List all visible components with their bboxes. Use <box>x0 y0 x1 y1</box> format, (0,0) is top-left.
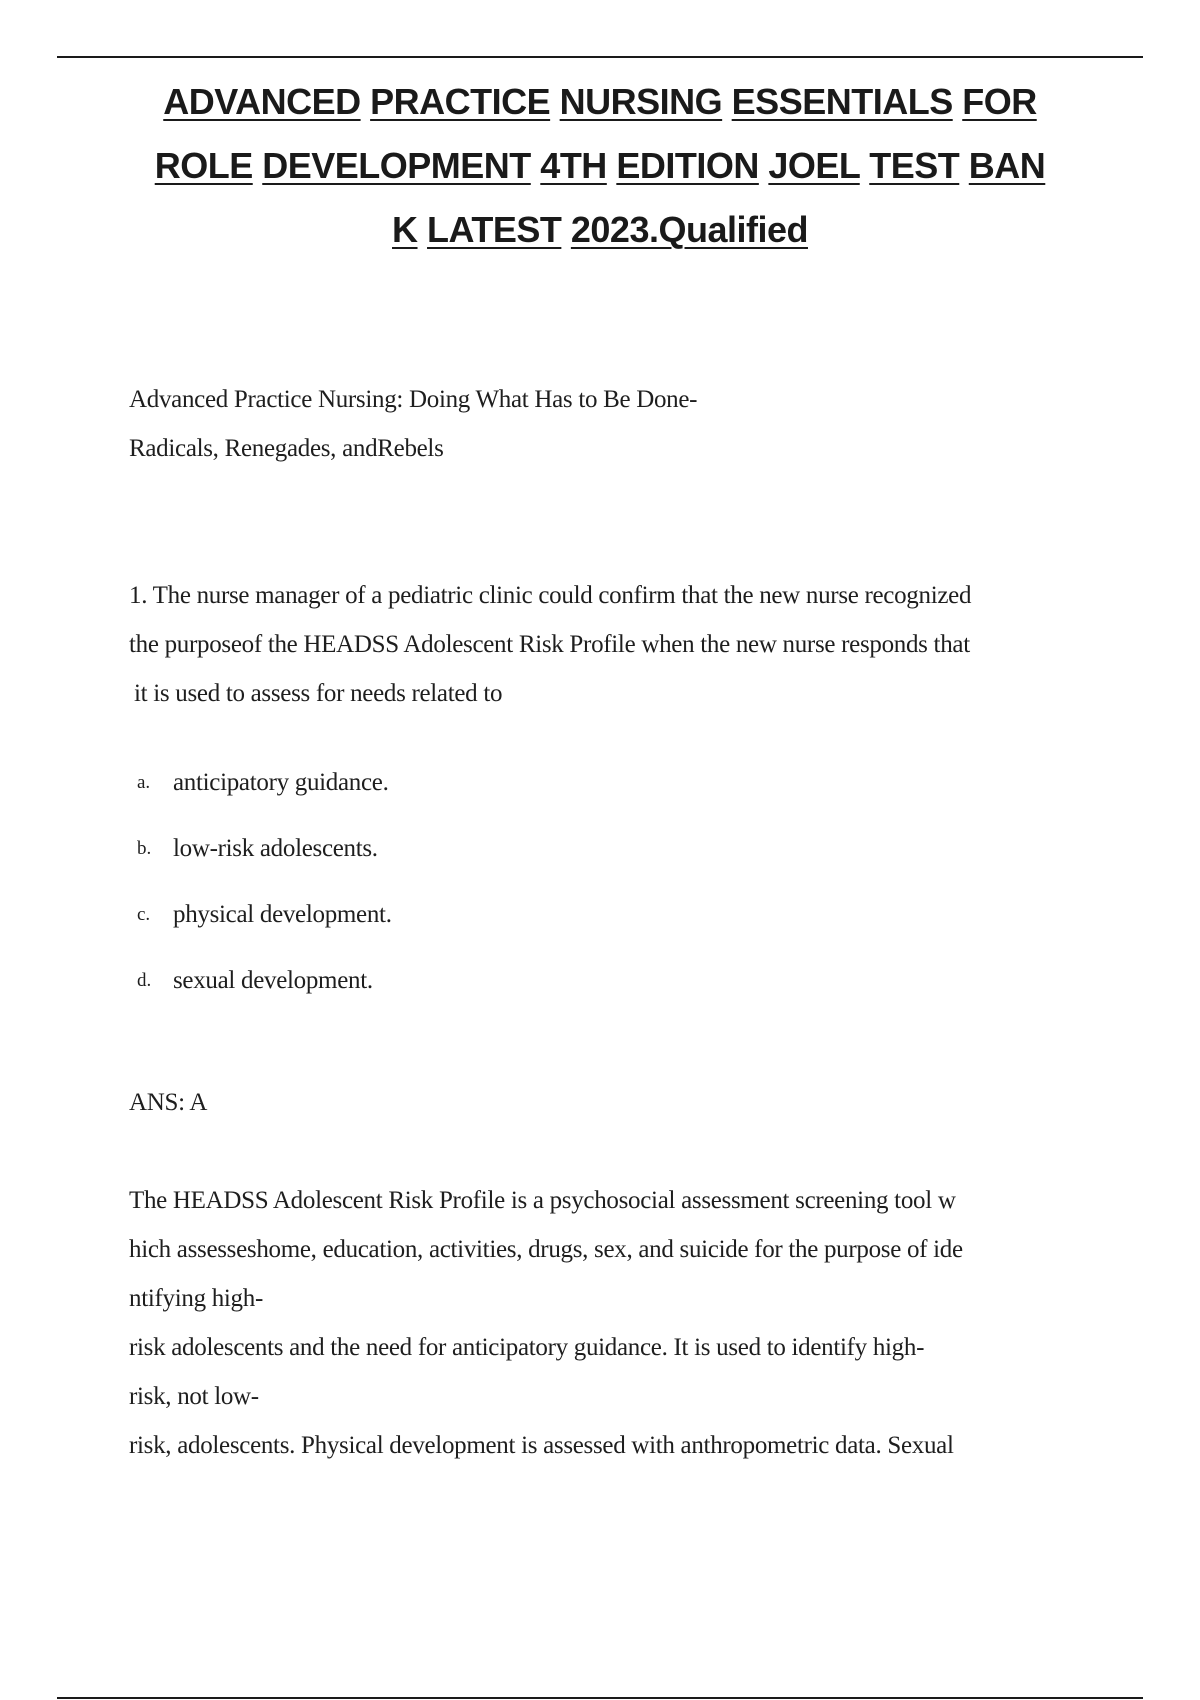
title-word: 4TH <box>540 145 607 186</box>
rationale-line: The HEADSS Adolescent Risk Profile is a psychosocial assessment screening tool w <box>129 1187 956 1214</box>
option-letter: c. <box>137 904 151 925</box>
rationale-line: risk, adolescents. Physical development is assessed with anthropometric data. Sexual <box>129 1432 954 1459</box>
title-word: DEVELOPMENT <box>262 145 531 186</box>
option-text: low-risk adolescents. <box>173 835 378 862</box>
top-rule <box>57 56 1143 58</box>
question-stem <box>129 571 971 718</box>
chapter-subtitle <box>129 375 697 473</box>
title-word: BAN <box>968 145 1046 186</box>
option-text: physical development. <box>173 901 392 928</box>
option-letter: a. <box>137 772 151 793</box>
title-word: ADVANCED <box>163 81 361 122</box>
title-word: EDITION <box>616 145 759 186</box>
option-text: sexual development. <box>173 967 373 994</box>
rationale-line: hich assesseshome, education, activities, drugs, sex, and suicide for the purpose of ide <box>129 1236 963 1263</box>
option-a <box>137 766 392 832</box>
option-b <box>137 832 392 898</box>
answer-options <box>137 766 392 1030</box>
title-word: TEST <box>869 145 960 186</box>
title-word: K <box>392 209 418 250</box>
subtitle-line: Radicals, Renegades, andRebels <box>129 435 444 462</box>
title-word: LATEST <box>427 209 562 250</box>
option-text: anticipatory guidance. <box>173 769 389 796</box>
title-word: PRACTICE <box>370 81 551 122</box>
bottom-rule <box>57 1697 1143 1699</box>
rationale <box>129 1176 963 1470</box>
title-line-3 <box>90 198 1110 262</box>
title-line-1 <box>90 70 1110 134</box>
question-line: 1. The nurse manager of a pediatric clinic could confirm that the new nurse recognized <box>129 582 972 609</box>
title-word: ESSENTIALS <box>731 81 953 122</box>
option-letter: d. <box>137 970 152 991</box>
title-word: ROLE <box>154 145 253 186</box>
rationale-line: risk, not low- <box>129 1383 259 1410</box>
question-line: it is used to assess for needs related to <box>134 680 503 707</box>
answer-key: ANS: A <box>129 1089 208 1116</box>
subtitle-line: Advanced Practice Nursing: Doing What Has to Be Done- <box>129 386 698 413</box>
document-title <box>90 70 1110 262</box>
title-word: JOEL <box>768 145 860 186</box>
question-line: the purposeof the HEADSS Adolescent Risk Profile when the new nurse responds that <box>129 631 970 658</box>
title-word: 2023.Qualified <box>570 209 808 250</box>
title-word: FOR <box>962 81 1037 122</box>
rationale-line: ntifying high- <box>129 1285 263 1312</box>
rationale-line: risk adolescents and the need for anticipatory guidance. It is used to identify high- <box>129 1334 925 1361</box>
title-word: NURSING <box>559 81 723 122</box>
option-c <box>137 898 392 964</box>
option-letter: b. <box>137 838 152 859</box>
option-d <box>137 964 392 1030</box>
title-line-2 <box>90 134 1110 198</box>
